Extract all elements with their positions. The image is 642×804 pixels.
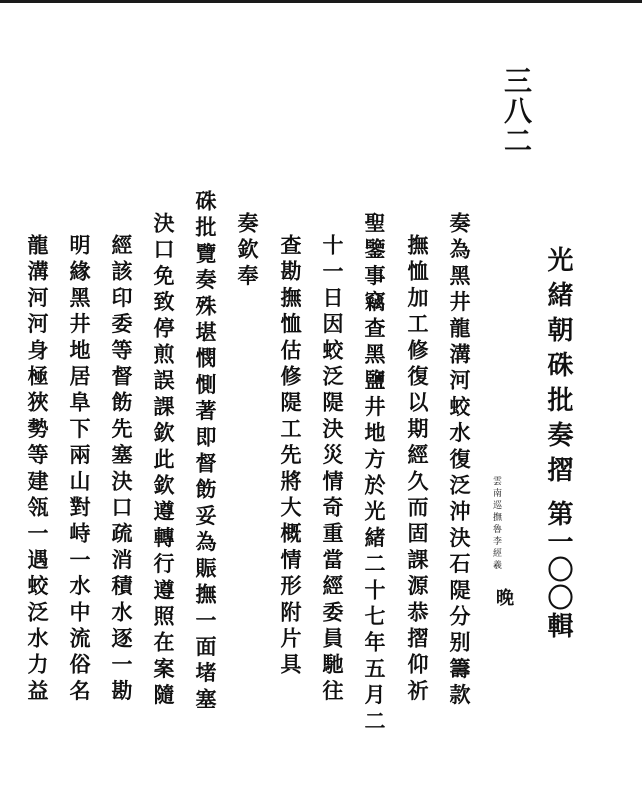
top-border-rule (0, 0, 642, 3)
author-office: 雲南巡撫魯李經羲 (491, 476, 501, 572)
body-text-line-8: 決口免致停煎誤課欽此欽遵轉行遵照在案隨 (151, 212, 176, 710)
body-text-line-6: 奏欽奉 (235, 212, 260, 291)
body-text-line-3: 聖鑒事竊查黑鹽井地方於光緒二十七年五月二 (362, 212, 387, 736)
body-text-line-11: 龍溝河河身極狹勢等建瓴一遇蛟泛水力益 (25, 234, 50, 706)
body-text-line-7: 硃批覽奏殊堪憫惻著即督飭妥為賑撫一面堵塞 (193, 190, 218, 714)
volume-number: 第一〇〇輯 (543, 500, 573, 640)
body-text-line-4: 十一日因蛟泛隄決災情奇重當經委員馳往 (320, 234, 345, 706)
body-text-line-5: 查勘撫恤估修隄工先將大概情形附片具 (278, 234, 303, 680)
body-text-line-1: 奏為黑井龍溝河蛟水復泛沖決石隄分别籌款 (447, 212, 472, 710)
body-text-line-2: 撫恤加工修復以期經久而固課源恭摺仰祈 (405, 234, 430, 706)
page-number: 三八二 (500, 66, 533, 156)
book-title: 光緒朝硃批奏摺 (543, 246, 573, 491)
body-text-line-10: 明緣黑井地居阜下兩山對峙一水中流俗名 (67, 234, 92, 706)
author-name: 晚 (493, 588, 514, 606)
body-text-line-9: 經該印委等督飭先塞決口疏消積水逐一勘 (109, 234, 134, 706)
